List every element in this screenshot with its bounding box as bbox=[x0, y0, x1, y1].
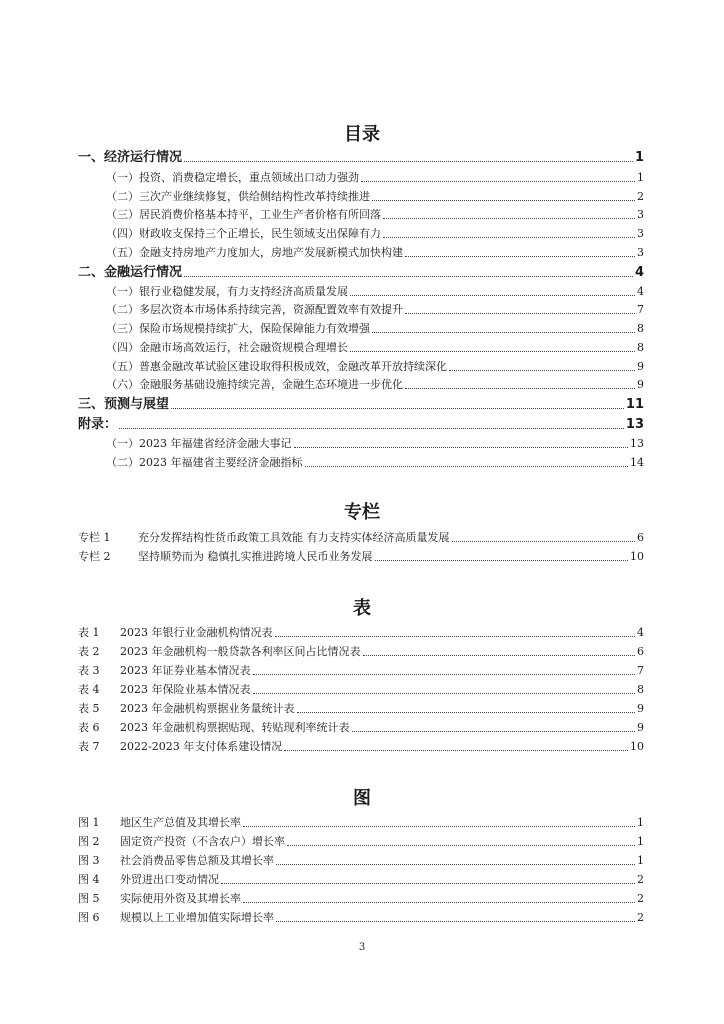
entry-prefix: （二） bbox=[106, 456, 139, 469]
entry-label: 金融市场高效运行，社会融资规模合理增长 bbox=[139, 341, 348, 354]
entry-page: 6 bbox=[637, 531, 644, 544]
toc-entry[interactable] bbox=[106, 245, 644, 261]
toc-heading: 目录 bbox=[344, 124, 380, 145]
entry-label: 金融支持房地产力度加大，房地产发展新模式加快构建 bbox=[139, 246, 403, 259]
toc-entry[interactable] bbox=[106, 170, 644, 186]
figure-entry[interactable] bbox=[78, 853, 644, 869]
entry-page: 13 bbox=[625, 417, 644, 432]
leader-dots bbox=[352, 731, 636, 732]
leader-dots bbox=[275, 636, 636, 637]
leader-dots bbox=[350, 351, 635, 352]
entry-label: 2022-2023 年支付体系建设情况 bbox=[120, 740, 283, 753]
leader-dots bbox=[375, 560, 629, 561]
leader-dots bbox=[294, 447, 629, 448]
entry-page: 8 bbox=[637, 322, 644, 335]
leader-dots bbox=[405, 388, 635, 389]
entry-page: 2 bbox=[637, 873, 644, 886]
toc-entry[interactable] bbox=[78, 265, 644, 281]
toc-entry[interactable] bbox=[106, 340, 644, 356]
entry-label: 金融服务基础设施持续完善，金融生态环境进一步优化 bbox=[139, 378, 403, 391]
entry-label: 固定资产投资（不含农户）增长率 bbox=[120, 835, 285, 848]
entry-label: 实际使用外资及其增长率 bbox=[120, 892, 241, 905]
leader-dots bbox=[184, 161, 633, 162]
entry-label: 银行业稳健发展，有力支持经济高质量发展 bbox=[139, 285, 348, 298]
entry-prefix: （四） bbox=[106, 227, 139, 240]
toc-entry[interactable] bbox=[106, 321, 644, 337]
entry-prefix: 表 2 bbox=[78, 645, 100, 658]
figure-entry[interactable] bbox=[78, 910, 644, 926]
entry-page: 13 bbox=[630, 437, 644, 450]
leader-dots bbox=[287, 845, 635, 846]
table-entry[interactable] bbox=[78, 625, 644, 641]
entry-page: 9 bbox=[637, 378, 644, 391]
entry-page: 1 bbox=[637, 835, 644, 848]
entry-page: 3 bbox=[637, 227, 644, 240]
column-entry[interactable] bbox=[78, 530, 644, 546]
table-entry[interactable] bbox=[78, 739, 644, 755]
toc-entry[interactable] bbox=[78, 150, 644, 166]
entry-prefix: （五） bbox=[106, 246, 139, 259]
toc-entry[interactable] bbox=[106, 302, 644, 318]
entry-prefix: 图 2 bbox=[78, 835, 100, 848]
entry-page: 9 bbox=[637, 702, 644, 715]
entry-prefix: 图 6 bbox=[78, 911, 100, 924]
entry-page: 4 bbox=[637, 626, 644, 639]
toc-entry[interactable] bbox=[106, 189, 644, 205]
entry-prefix: 表 4 bbox=[78, 683, 100, 696]
figure-entry[interactable] bbox=[78, 872, 644, 888]
entry-page: 4 bbox=[637, 285, 644, 298]
entry-label: 社会消费品零售总额及其增长率 bbox=[120, 854, 274, 867]
leader-dots bbox=[243, 902, 635, 903]
leader-dots bbox=[221, 883, 635, 884]
leader-dots bbox=[363, 655, 636, 656]
table-entry[interactable] bbox=[78, 663, 644, 679]
entry-page: 6 bbox=[637, 645, 644, 658]
entry-prefix: （五） bbox=[106, 360, 139, 373]
entry-prefix: 表 1 bbox=[78, 626, 100, 639]
figure-entry[interactable] bbox=[78, 815, 644, 831]
entry-label: 2023 年金融机构一般贷款各利率区间占比情况表 bbox=[120, 645, 361, 658]
entry-prefix: 专栏 2 bbox=[78, 550, 111, 563]
leader-dots bbox=[184, 276, 633, 277]
entry-prefix: 专栏 1 bbox=[78, 531, 111, 544]
entry-prefix: （六） bbox=[106, 378, 139, 391]
entry-label: 多层次资本市场体系持续完善，资源配置效率有效提升 bbox=[139, 303, 403, 316]
entry-page: 1 bbox=[637, 816, 644, 829]
entry-page: 2 bbox=[637, 911, 644, 924]
entry-label: 普惠金融改革试验区建设取得积极成效，金融改革开放持续深化 bbox=[139, 360, 447, 373]
leader-dots bbox=[253, 674, 636, 675]
entry-label: 2023 年证券业基本情况表 bbox=[120, 664, 251, 677]
entry-page: 10 bbox=[630, 740, 644, 753]
entry-label: 2023 年金融机构票据贴现、转贴现利率统计表 bbox=[120, 721, 350, 734]
entry-prefix: （四） bbox=[106, 341, 139, 354]
entry-prefix: 图 5 bbox=[78, 892, 100, 905]
entry-label: 2023 年保险业基本情况表 bbox=[120, 683, 251, 696]
entry-prefix: （一） bbox=[106, 437, 139, 450]
leader-dots bbox=[361, 181, 635, 182]
toc-entry[interactable] bbox=[106, 284, 644, 300]
page-number: 3 bbox=[358, 942, 366, 953]
entry-label: 保险市场规模持续扩大，保险保障能力有效增强 bbox=[139, 322, 370, 335]
leader-dots bbox=[372, 332, 635, 333]
entry-label: 规模以上工业增加值实际增长率 bbox=[120, 911, 274, 924]
leader-dots bbox=[243, 826, 635, 827]
entry-label: 坚持顺势而为 稳慎扎实推进跨境人民币业务发展 bbox=[138, 550, 373, 563]
leader-dots bbox=[284, 750, 628, 751]
toc-entry[interactable] bbox=[78, 417, 644, 433]
leader-dots bbox=[276, 921, 635, 922]
table-entry[interactable] bbox=[78, 720, 644, 736]
entry-page: 1 bbox=[634, 150, 644, 165]
leader-dots bbox=[171, 408, 624, 409]
entry-label: 居民消费价格基本持平，工业生产者价格有所回落 bbox=[139, 208, 381, 221]
entry-prefix: （二） bbox=[106, 303, 139, 316]
leader-dots bbox=[297, 712, 636, 713]
figure-entry[interactable] bbox=[78, 891, 644, 907]
entry-label: 三次产业继续修复，供给侧结构性改革持续推进 bbox=[139, 190, 370, 203]
entry-label: 充分发挥结构性货币政策工具效能 有力支持实体经济高质量发展 bbox=[138, 531, 450, 544]
entry-page: 4 bbox=[634, 265, 644, 280]
entry-page: 14 bbox=[630, 456, 644, 469]
entry-page: 9 bbox=[637, 360, 644, 373]
toc-entry[interactable] bbox=[106, 377, 644, 393]
table-entry[interactable] bbox=[78, 682, 644, 698]
entry-prefix: （三） bbox=[106, 322, 139, 335]
entry-page: 7 bbox=[637, 664, 644, 677]
toc-entry[interactable] bbox=[106, 359, 644, 375]
leader-dots bbox=[449, 370, 635, 371]
entry-label: 附录： bbox=[78, 417, 118, 432]
toc-entry[interactable] bbox=[106, 455, 644, 471]
leader-dots bbox=[383, 237, 635, 238]
entry-label: 三、预测与展望 bbox=[78, 397, 170, 412]
table-entry[interactable] bbox=[78, 701, 644, 717]
entry-page: 2 bbox=[637, 190, 644, 203]
toc-entry[interactable] bbox=[106, 226, 644, 242]
entry-page: 11 bbox=[625, 397, 644, 412]
entry-label: 2023 年福建省经济金融大事记 bbox=[139, 437, 292, 450]
leader-dots bbox=[372, 200, 635, 201]
entry-prefix: 图 3 bbox=[78, 854, 100, 867]
entry-label: 财政收支保持三个正增长，民生领域支出保障有力 bbox=[139, 227, 381, 240]
leader-dots bbox=[305, 466, 629, 467]
entry-page: 8 bbox=[637, 341, 644, 354]
entry-label: 地区生产总值及其增长率 bbox=[120, 816, 241, 829]
entry-prefix: （一） bbox=[106, 171, 139, 184]
column-entry[interactable] bbox=[78, 549, 644, 565]
entry-page: 7 bbox=[637, 303, 644, 316]
leader-dots bbox=[405, 313, 635, 314]
entry-page: 3 bbox=[637, 246, 644, 259]
tables-heading: 表 bbox=[353, 598, 371, 619]
entry-label: 一、经济运行情况 bbox=[78, 150, 183, 165]
figure-entry[interactable] bbox=[78, 834, 644, 850]
entry-label: 投资、消费稳定增长，重点领域出口动力强劲 bbox=[139, 171, 359, 184]
entry-page: 8 bbox=[637, 683, 644, 696]
entry-label: 2023 年银行业金融机构情况表 bbox=[120, 626, 273, 639]
toc-entry[interactable] bbox=[78, 397, 644, 413]
entry-prefix: 图 1 bbox=[78, 816, 100, 829]
entry-prefix: （二） bbox=[106, 190, 139, 203]
entry-page: 3 bbox=[637, 208, 644, 221]
leader-dots bbox=[350, 295, 635, 296]
leader-dots bbox=[253, 693, 636, 694]
toc-entry[interactable] bbox=[106, 207, 644, 223]
entry-label: 外贸进出口变动情况 bbox=[120, 873, 219, 886]
figures-heading: 图 bbox=[353, 788, 371, 809]
entry-prefix: 表 3 bbox=[78, 664, 100, 677]
entry-label: 2023 年福建省主要经济金融指标 bbox=[139, 456, 303, 469]
entry-prefix: （三） bbox=[106, 208, 139, 221]
toc-entry[interactable] bbox=[106, 436, 644, 452]
entry-page: 10 bbox=[630, 550, 644, 563]
entry-prefix: 表 7 bbox=[78, 740, 100, 753]
leader-dots bbox=[119, 428, 624, 429]
leader-dots bbox=[452, 541, 636, 542]
table-entry[interactable] bbox=[78, 644, 644, 660]
leader-dots bbox=[383, 218, 635, 219]
entry-prefix: 表 5 bbox=[78, 702, 100, 715]
entry-prefix: 表 6 bbox=[78, 721, 100, 734]
columns-heading: 专栏 bbox=[344, 502, 380, 523]
entry-prefix: （一） bbox=[106, 285, 139, 298]
entry-page: 2 bbox=[637, 892, 644, 905]
entry-page: 1 bbox=[637, 171, 644, 184]
entry-label: 二、金融运行情况 bbox=[78, 265, 183, 280]
entry-page: 9 bbox=[637, 721, 644, 734]
entry-label: 2023 年金融机构票据业务量统计表 bbox=[120, 702, 295, 715]
entry-prefix: 图 4 bbox=[78, 873, 100, 886]
leader-dots bbox=[276, 864, 635, 865]
entry-page: 1 bbox=[637, 854, 644, 867]
leader-dots bbox=[405, 256, 635, 257]
